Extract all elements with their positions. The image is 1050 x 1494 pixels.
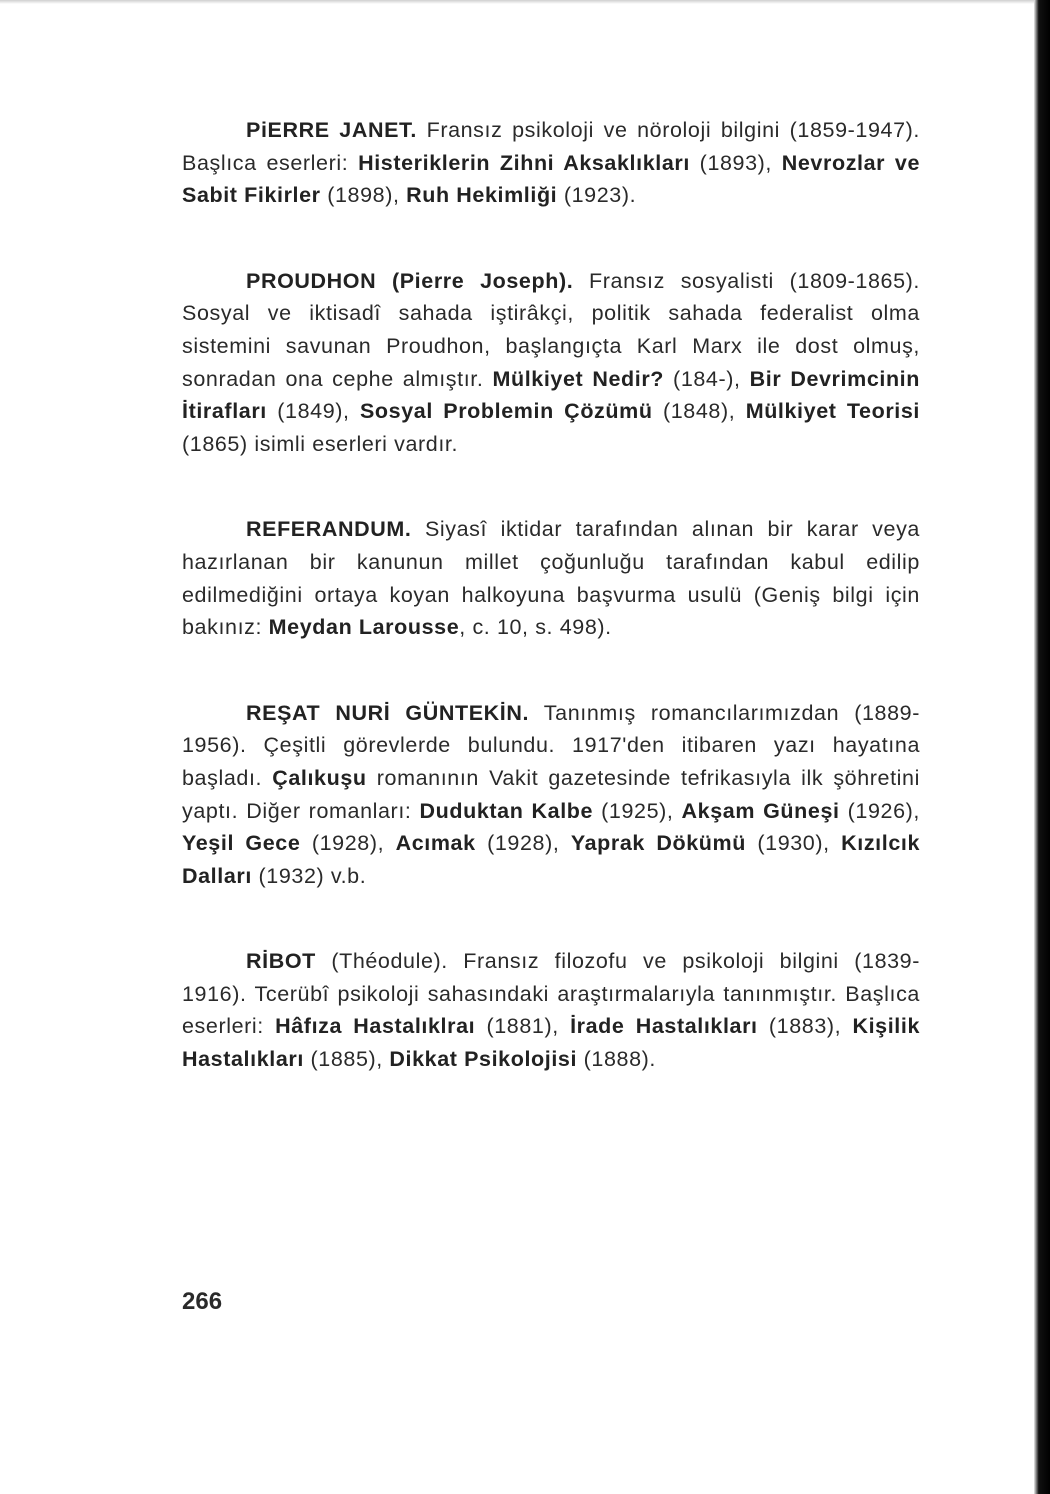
entry-text: [182, 697, 920, 893]
bold-term: Yaprak Dökümü: [570, 831, 746, 856]
body-text: (1926),: [839, 798, 920, 823]
body-text: (184-),: [664, 366, 750, 391]
entry-ribot: [182, 945, 920, 1075]
body-text: Tanınmış romancılarımızdan (1889-1956). Çeşitli görevlerde bulundu. 1917'den itibaren yazı hayatına başladı.: [182, 700, 920, 790]
body-text: Fransız sosyalisti (1809-1865). Sosyal ve iktisadî sahada iştirâkçi, politik sahada federalist olma sistemini savunan Proudhon, başlangıçta Karl Marx ile dost olmuş, sonradan ona cephe almıştır.: [182, 268, 920, 391]
bold-term: Hâfıza Hastalıklraı: [275, 1014, 476, 1039]
bold-term: Akşam Güneşi: [681, 798, 840, 823]
body-text: Siyasî iktidar tarafından alınan bir karar veya hazırlanan bir kanunun millet çoğunluğu tarafından kabul edilip edilmediğini ortaya koyan halkoyuna başvurma usulü (Geniş bilgi için bakınız:: [182, 517, 920, 640]
body-text: (1865) isimli eserleri vardır.: [182, 431, 459, 456]
bold-term: PiERRE JANET.: [246, 118, 417, 142]
entry-text: [182, 114, 920, 212]
bold-term: REŞAT NURİ GÜNTEKİN.: [246, 700, 530, 725]
body-text: (1898),: [320, 183, 407, 208]
bold-term: Kızılcık Dalları: [182, 831, 921, 888]
bold-term: PROUDHON (Pierre Joseph).: [246, 268, 574, 293]
bold-term: Duduktan Kalbe: [419, 798, 594, 823]
bold-term: Sosyal Problemin Çözümü: [359, 399, 653, 424]
body-text: (1932) v.b.: [251, 863, 367, 888]
entry-pierre-janet: [182, 114, 920, 212]
bold-term: Dikkat Psikolojisi: [389, 1047, 578, 1072]
body-text: (1881),: [475, 1014, 571, 1039]
bold-term: Nevrozlar ve Sabit Fikirler: [182, 150, 920, 208]
body-text: (1893),: [689, 150, 782, 175]
bold-term: Bir Devrimcinin İtirafları: [182, 366, 920, 424]
bold-term: İrade Hastalıkları: [570, 1014, 758, 1039]
bold-term: RİBOT: [246, 949, 316, 974]
entry-text: [182, 945, 920, 1075]
bold-term: Mülkiyet Nedir?: [492, 366, 665, 391]
body-text: (1923).: [557, 183, 637, 208]
entry-proudhon: [182, 265, 920, 461]
bold-term: Yeşil Gece: [182, 831, 301, 856]
body-text: (1849),: [266, 399, 360, 424]
bold-term: Acımak: [395, 831, 476, 856]
body-text: (1888).: [577, 1047, 656, 1072]
body-text: (1925),: [593, 798, 682, 823]
page-number: 266: [182, 1288, 223, 1315]
entry-resat-nuri-guntekin: [182, 697, 920, 893]
bold-term: Ruh Hekimliği: [406, 183, 558, 208]
bold-term: Kişilik Hastalıkları: [182, 1014, 921, 1072]
body-text: (1930),: [745, 831, 842, 856]
entry-text: [182, 265, 920, 461]
body-text: romanının Vakit gazetesinde tefrikasıyla ilk şöhretini yaptı. Diğer romanları:: [182, 765, 920, 823]
page-body: [182, 114, 920, 1129]
bold-term: Mülkiyet Teorisi: [745, 399, 920, 424]
bold-term: Çalıkuşu: [272, 765, 367, 790]
bold-term: REFERANDUM.: [246, 517, 412, 542]
body-text: (1885),: [303, 1047, 390, 1072]
body-text: (1848),: [652, 399, 746, 424]
body-text: (1928),: [300, 831, 396, 856]
body-text: (1883),: [757, 1014, 853, 1039]
entry-referandum: [182, 513, 920, 643]
bold-term: Meydan Larousse: [268, 615, 460, 640]
scan-right-edge: [1034, 0, 1050, 1494]
scan-top-edge: [0, 0, 1050, 4]
body-text: , c. 10, s. 498).: [459, 615, 612, 640]
body-text: Fransız psikoloji ve nöroloji bilgini (1859-1947). Başlıca eserleri:: [182, 118, 920, 175]
body-text: (Théodule). Fransız filozofu ve psikoloji bilgini (1839-1916). Tcerübî psikoloji sahasındaki araştırmalarıyla tanınmıştır. Başlıca eserleri:: [182, 949, 920, 1039]
bold-term: Histeriklerin Zihni Aksaklıkları: [358, 150, 690, 175]
body-text: (1928),: [475, 831, 571, 856]
entry-text: [182, 513, 920, 643]
